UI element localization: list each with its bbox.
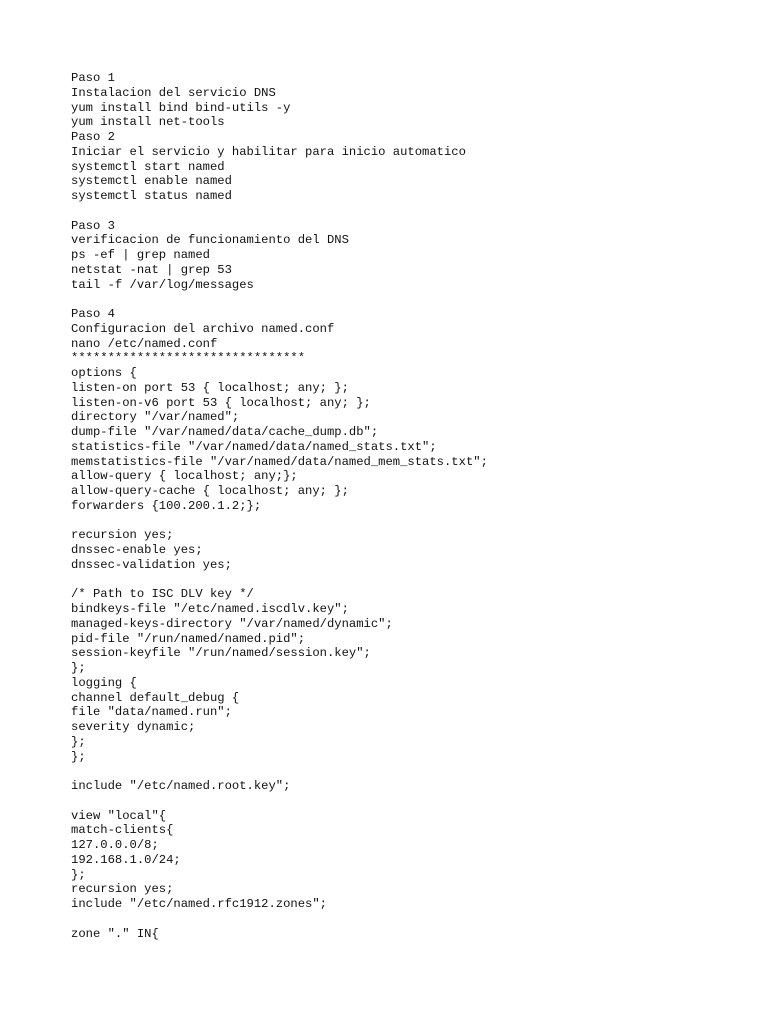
document-line: bindkeys-file "/etc/named.iscdlv.key";: [71, 602, 349, 616]
document-line: [71, 794, 748, 809]
document-line: [71, 764, 748, 779]
document-line: forwarders {100.200.1.2;};: [71, 498, 262, 513]
document-line: netstat -nat | grep 53: [71, 262, 232, 277]
document-line: [71, 292, 748, 307]
document-line: systemctl enable named: [71, 174, 232, 189]
document-line: [71, 912, 748, 927]
document-line: nano /etc/named.conf: [71, 336, 218, 351]
document-line: managed-keys-directory "/var/named/dynamic";: [71, 616, 393, 631]
document-line: 192.168.1.0/24;: [71, 852, 181, 867]
document-line: Paso 3: [71, 218, 115, 233]
document-line: zone "." IN{: [71, 926, 159, 941]
document-line: yum install net-tools: [71, 115, 225, 130]
document-line: options {: [71, 366, 137, 380]
document-line: allow-query-cache { localhost; any; };: [71, 484, 349, 498]
document-line: ps -ef | grep named: [71, 248, 210, 262]
document-line: [71, 204, 748, 219]
document-line: yum install bind bind-utils -y: [71, 100, 291, 115]
document-line: tail -f /var/log/messages: [71, 277, 254, 292]
document-line: severity dynamic;: [71, 720, 196, 734]
document-line: };: [71, 867, 86, 882]
document-line: [71, 573, 748, 588]
document-line: match-clients{: [71, 823, 174, 838]
document-line: view "local"{: [71, 808, 167, 823]
document-line: statistics-file "/var/named/data/named_stats.txt";: [71, 439, 437, 454]
document-line: include "/etc/named.root.key";: [71, 779, 291, 793]
document-line: allow-query { localhost; any;};: [71, 469, 298, 484]
document-line: listen-on-v6 port 53 { localhost; any; };: [71, 395, 371, 410]
document-line: /* Path to ISC DLV key */: [71, 587, 254, 602]
document-page: [71, 71, 748, 941]
document-line: };: [71, 749, 86, 764]
document-line: session-keyfile "/run/named/session.key";: [71, 646, 371, 661]
document-line: Instalacion del servicio DNS: [71, 85, 276, 100]
document-line: verificacion de funcionamiento del DNS: [71, 233, 349, 248]
document-line: Iniciar el servicio y habilitar para inicio automatico: [71, 144, 466, 159]
document-line: file "data/named.run";: [71, 705, 232, 720]
document-line: pid-file "/run/named/named.pid";: [71, 631, 306, 646]
document-line: };: [71, 661, 86, 675]
document-line: Configuracion del archivo named.conf: [71, 321, 335, 336]
document-line: dnssec-enable yes;: [71, 543, 203, 557]
document-line: channel default_debug {: [71, 690, 240, 705]
document-line: recursion yes;: [71, 882, 174, 897]
document-line: logging {: [71, 675, 137, 690]
document-line: ********************************: [71, 351, 306, 366]
document-text: [71, 71, 748, 941]
document-line: };: [71, 734, 86, 749]
document-line: include "/etc/named.rfc1912.zones";: [71, 897, 327, 911]
document-line: listen-on port 53 { localhost; any; };: [71, 380, 349, 395]
document-line: dnssec-validation yes;: [71, 557, 232, 572]
document-line: Paso 2: [71, 130, 115, 144]
document-line: 127.0.0.0/8;: [71, 838, 159, 852]
document-line: recursion yes;: [71, 528, 174, 543]
document-line: dump-file "/var/named/data/cache_dump.db";: [71, 425, 379, 439]
document-line: memstatistics-file "/var/named/data/named_mem_stats.txt";: [71, 454, 488, 469]
document-line: systemctl status named: [71, 189, 232, 203]
document-line: directory "/var/named";: [71, 410, 240, 425]
document-line: Paso 1: [71, 71, 115, 85]
document-line: Paso 4: [71, 307, 115, 321]
document-line: [71, 514, 748, 529]
document-line: systemctl start named: [71, 159, 225, 174]
